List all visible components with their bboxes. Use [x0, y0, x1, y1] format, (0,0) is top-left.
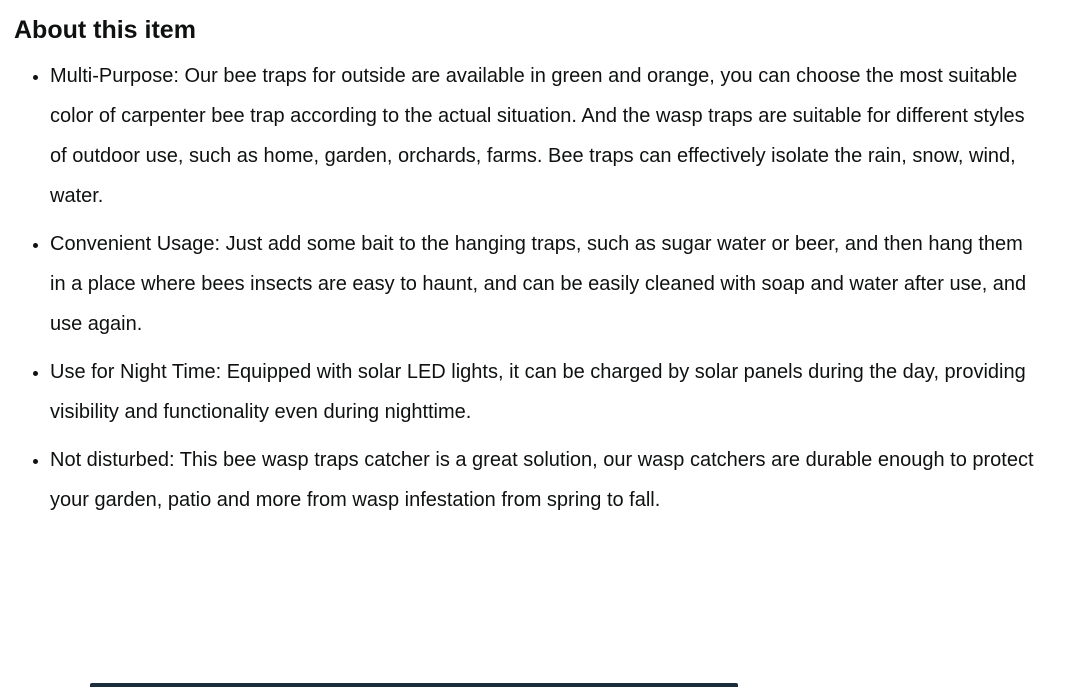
- section-title: About this item: [14, 16, 196, 44]
- bullet-item-convenient-usage: • Convenient Usage: Just add some bait to the hanging traps, such as sugar water or beer, and then hang them in a place where bees insects are easy to haunt, and can be easily cleaned with soap and water after use, and use again.: [50, 224, 1035, 344]
- feature-bullet-list: [0, 56, 1085, 520]
- bullet-item-multi-purpose: • Multi-Purpose: Our bee traps for outside are available in green and orange, you can choose the most suitable color of carpenter bee trap according to the actual situation. And the wasp traps are suitable for different styles of outdoor use, such as home, garden, orchards, farms. Bee traps can effectively isolate the rain, snow, wind, water.: [50, 56, 1035, 216]
- cutoff-bottom-bar: [90, 683, 738, 687]
- bullet-item-night-time: • Use for Night Time: Equipped with solar LED lights, it can be charged by solar panels during the day, providing visibility and functionality even during nighttime.: [50, 352, 1035, 432]
- bullet-item-not-disturbed: • Not disturbed: This bee wasp traps catcher is a great solution, our wasp catchers are durable enough to protect your garden, patio and more from wasp infestation from spring to fall.: [50, 440, 1035, 520]
